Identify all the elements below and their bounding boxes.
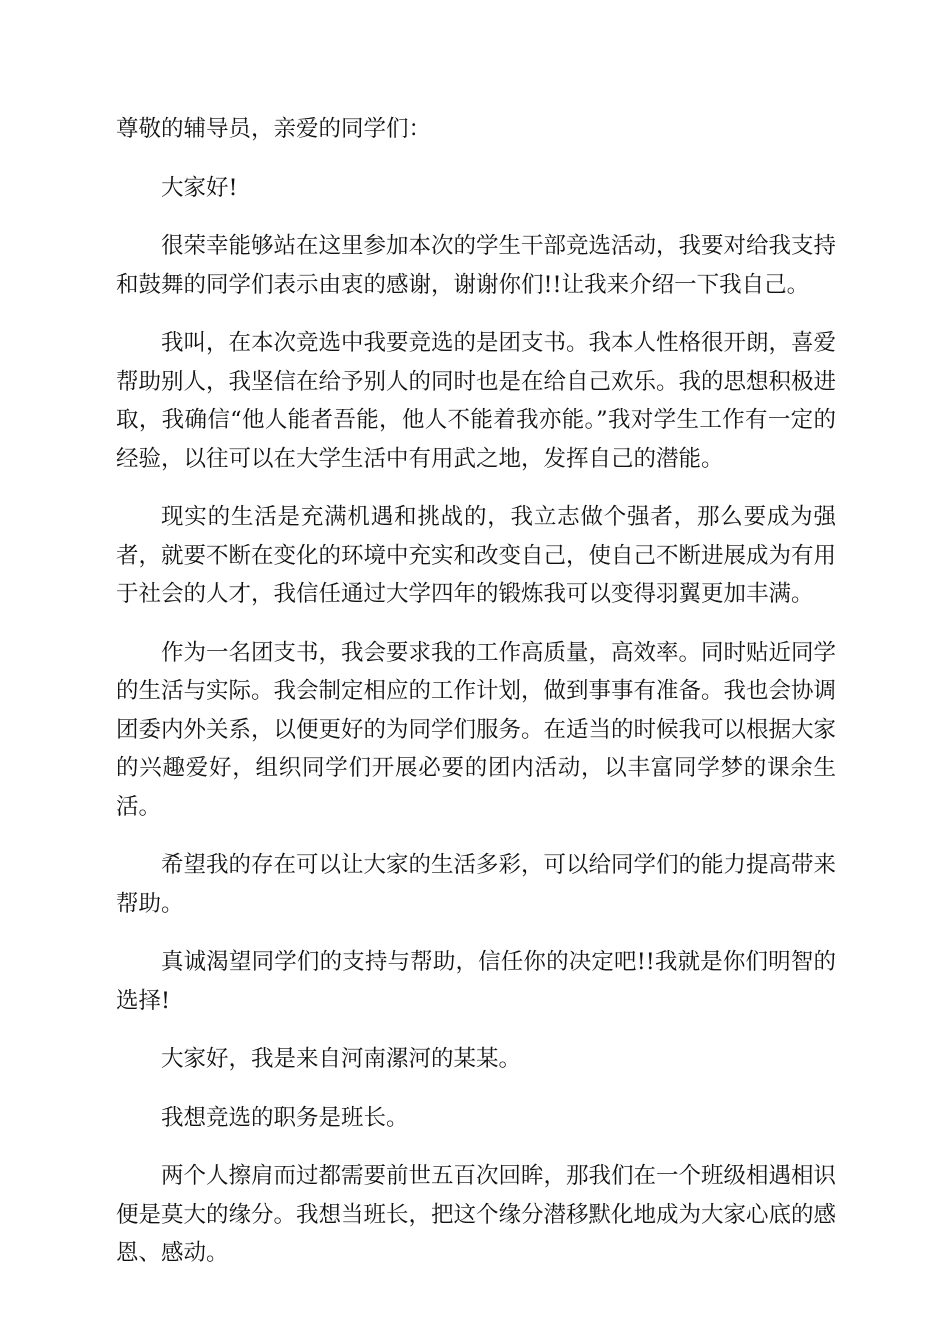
paragraph-work-plan: 作为一名团支书，我会要求我的工作高质量，高效率。同时贴近同学的生活与实际。我会制定相应的工作计划，做到事事有准备。我也会协调团委内外关系，以便更好的为同学们服务。在适当的时候我可以根据大家的兴趣爱好，组织同学们开展必要的团内活动，以丰富同学梦的课余生活。	[116, 639, 837, 820]
paragraph-self-introduction: 我叫，在本次竞选中我要竞选的是团支书。我本人性格很开朗，喜爱帮助别人，我坚信在给予别人的同时也是在给自己欢乐。我的思想积极进取，我确信“他人能者吾能，他人不能着我亦能。”我对学生工作有一定的经验，以往可以在大学生活中有用武之地，发挥自己的潜能。	[116, 330, 837, 472]
paragraph-second-greeting: 大家好，我是来自河南漯河的某某。	[161, 1046, 522, 1072]
paragraph-aspiration: 现实的生活是充满机遇和挑战的，我立志做个强者，那么要成为强者，就要不断在变化的环境中充实和改变自己，使自己不断进展成为有用于社会的人才，我信任通过大学四年的锻炼我可以变得羽翼更加丰满。	[116, 504, 837, 607]
paragraph-hope: 希望我的存在可以让大家的生活多彩，可以给同学们的能力提高带来帮助。	[116, 852, 837, 917]
paragraph-greeting: 大家好!	[161, 174, 238, 201]
paragraph-position: 我想竞选的职务是班长。	[161, 1104, 409, 1131]
paragraph-thanks: 很荣幸能够站在这里参加本次的学生干部竞选活动，我要对给我支持和鼓舞的同学们表示由衷的感谢，谢谢你们!!让我来介绍一下我自己。	[116, 233, 837, 298]
paragraph-fate: 两个人擦肩而过都需要前世五百次回眸，那我们在一个班级相遇相识便是莫大的缘分。我想当班长，把这个缘分潜移默化地成为大家心底的感恩、感动。	[116, 1163, 837, 1266]
paragraph-appeal: 真诚渴望同学们的支持与帮助，信任你的决定吧!!我就是你们明智的选择!	[116, 949, 836, 1014]
salutation: 尊敬的辅导员，亲爱的同学们：	[116, 116, 432, 142]
document-page	[116, 110, 836, 1293]
